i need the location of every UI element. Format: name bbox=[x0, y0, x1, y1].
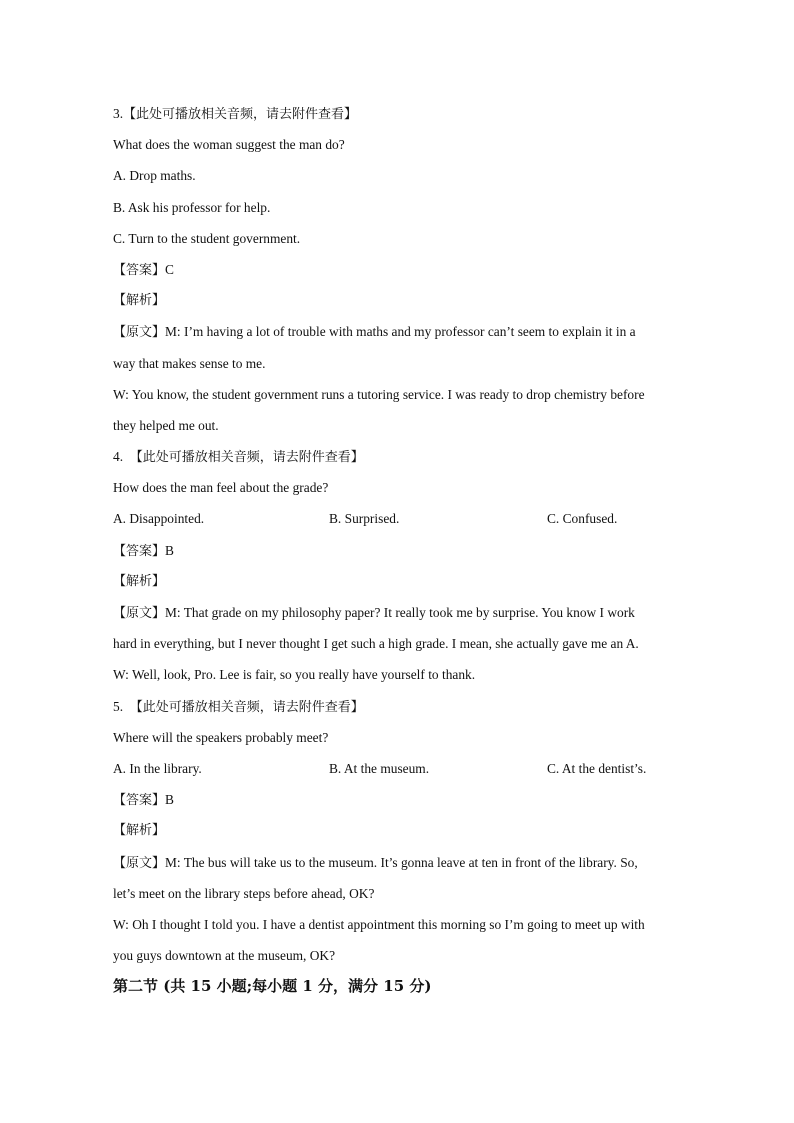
transcript-text: M: The bus will take us to the museum. It’s gonna leave at ten in front of the library. So, bbox=[165, 854, 638, 870]
answer-label: 【答案】 bbox=[113, 793, 166, 809]
analysis-label: 【解析】 bbox=[113, 573, 166, 589]
answer-value: B bbox=[165, 792, 174, 808]
transcript-text: W: Well, look, Pro. Lee is fair, so you really have yourself to thank. bbox=[113, 667, 476, 683]
document-page bbox=[113, 98, 683, 1002]
transcript-text: hard in everything, but I never thought I get such a high grade. I mean, she actually gave me an A. bbox=[113, 636, 639, 652]
question-5 bbox=[113, 691, 683, 972]
audio-note-link[interactable]: 【此处可播放相关音频，请去附件查看】 bbox=[129, 450, 364, 466]
option-b: B. Surprised. bbox=[329, 511, 400, 527]
option-c: C. At the dentist’s. bbox=[547, 760, 647, 776]
option-b: B. At the museum. bbox=[329, 760, 430, 776]
option-c: C. Confused. bbox=[547, 511, 618, 527]
question-prompt: How does the man feel about the grade? bbox=[113, 480, 329, 496]
transcript-line bbox=[113, 847, 683, 878]
transcript-text: way that makes sense to me. bbox=[113, 355, 266, 371]
question-number: 3. bbox=[113, 106, 124, 121]
question-prompt: Where will the speakers probably meet? bbox=[113, 729, 329, 745]
transcript-text: let’s meet on the library steps before ahead, OK? bbox=[113, 885, 375, 901]
option-a: A. In the library. bbox=[113, 760, 202, 776]
question-number: 5. bbox=[113, 698, 124, 714]
option-b: B. Ask his professor for help. bbox=[113, 199, 271, 215]
answer-value: B bbox=[165, 542, 174, 558]
question-header bbox=[113, 98, 683, 129]
answer-label: 【答案】 bbox=[113, 543, 166, 559]
question-number: 4. bbox=[113, 449, 124, 465]
options-row bbox=[113, 503, 683, 534]
analysis-label: 【解析】 bbox=[113, 293, 166, 309]
transcript-line bbox=[113, 316, 683, 347]
question-prompt: What does the woman suggest the man do? bbox=[113, 137, 345, 153]
section-heading: 第二节 (共 15 小题;每小题 1 分，满分 15 分) bbox=[113, 977, 432, 996]
question-4 bbox=[113, 441, 683, 691]
transcript-label: 【原文】 bbox=[113, 855, 166, 871]
option-a: A. Drop maths. bbox=[113, 168, 196, 184]
question-header bbox=[113, 691, 683, 722]
transcript-label: 【原文】 bbox=[113, 325, 166, 341]
question-3 bbox=[113, 98, 683, 441]
analysis-label: 【解析】 bbox=[113, 823, 166, 839]
audio-note-link[interactable]: 【此处可播放相关音频，请去附件查看】 bbox=[129, 699, 364, 715]
transcript-text: W: Oh I thought I told you. I have a dentist appointment this morning so I’m going to meet up with bbox=[113, 916, 645, 932]
answer-line bbox=[113, 535, 683, 566]
question-header bbox=[113, 441, 683, 472]
transcript-line bbox=[113, 597, 683, 628]
answer-label: 【答案】 bbox=[113, 262, 166, 278]
transcript-label: 【原文】 bbox=[113, 606, 166, 621]
transcript-text: M: That grade on my philosophy paper? It really took me by surprise. You know I work bbox=[165, 605, 635, 620]
transcript-text: they helped me out. bbox=[113, 417, 219, 433]
option-a: A. Disappointed. bbox=[113, 511, 205, 527]
transcript-text: W: You know, the student government runs a tutoring service. I was ready to drop chemistry before bbox=[113, 386, 645, 402]
answer-value: C bbox=[165, 261, 174, 277]
options-row bbox=[113, 753, 683, 784]
option-c: C. Turn to the student government. bbox=[113, 230, 301, 246]
audio-note-link[interactable]: 【此处可播放相关音频，请去附件查看】 bbox=[123, 107, 358, 122]
answer-line bbox=[113, 784, 683, 815]
transcript-text: you guys downtown at the museum, OK? bbox=[113, 948, 336, 964]
transcript-text: M: I’m having a lot of trouble with maths and my professor can’t seem to explain it in a bbox=[165, 324, 636, 340]
answer-line bbox=[113, 254, 683, 285]
